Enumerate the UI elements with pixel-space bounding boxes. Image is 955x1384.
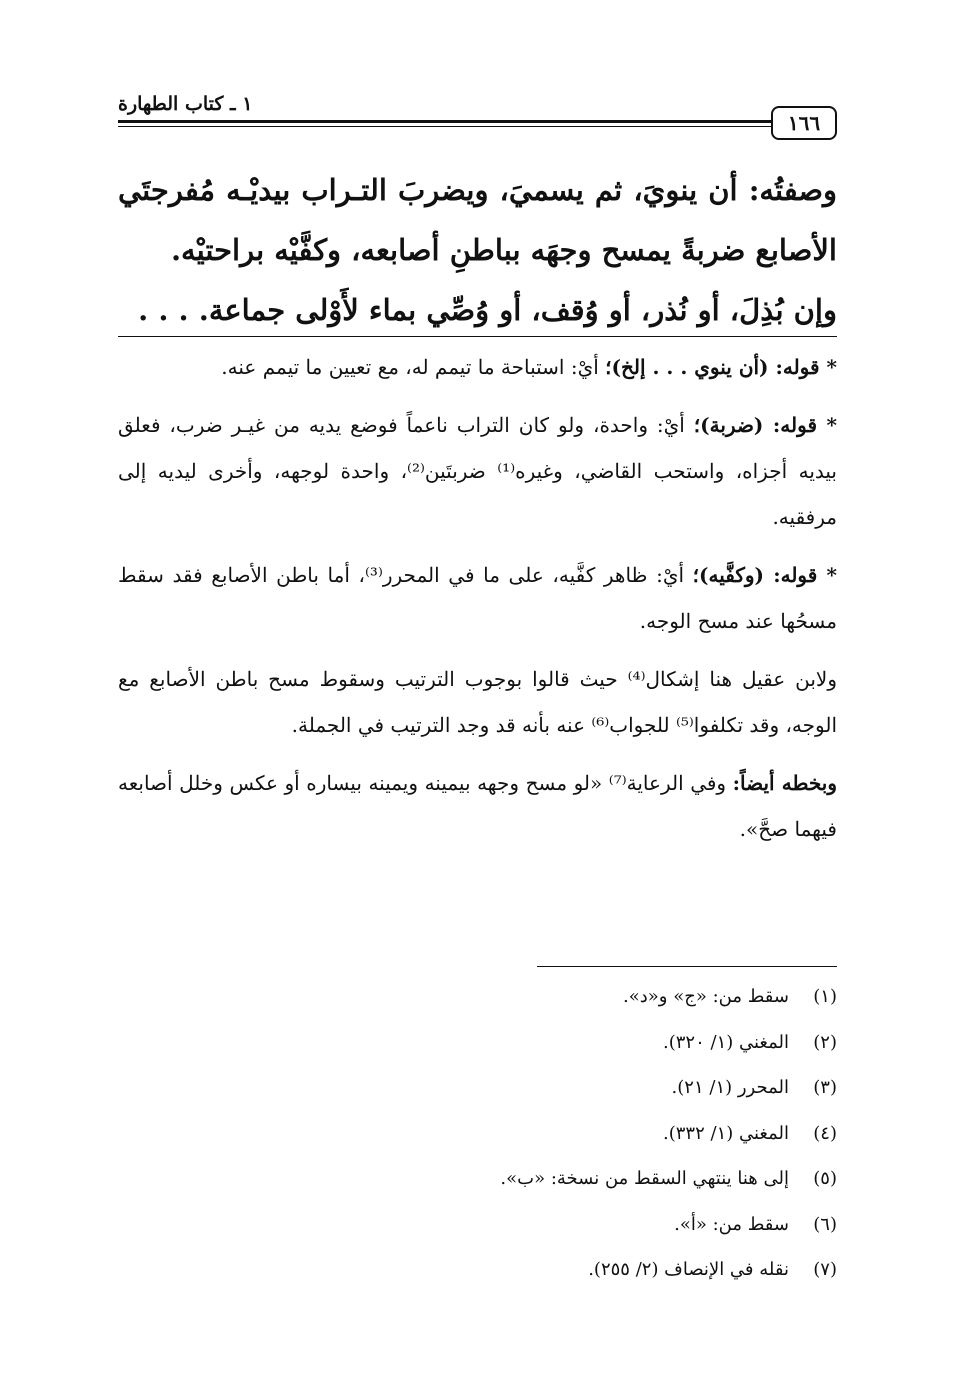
footnote bbox=[118, 1069, 837, 1115]
commentary-paragraph bbox=[118, 760, 837, 852]
footnote-text: المغني (١/ ٣٢٠). bbox=[663, 1031, 789, 1053]
main-text bbox=[118, 160, 837, 340]
footnote-number: (٣) bbox=[813, 1077, 837, 1098]
footnote-number: (٢) bbox=[813, 1031, 837, 1053]
footnote-text: سقط من: «أ». bbox=[674, 1213, 789, 1235]
main-separator bbox=[118, 336, 837, 337]
commentary bbox=[118, 344, 837, 864]
footnote-text: إلى هنا ينتهي السقط من نسخة: «ب». bbox=[500, 1168, 789, 1189]
main-paragraph: وإن بُذِلَ، أو نُذر، أو وُقف، أو وُصِّي بماء لأَوْلى جماعة. . . . bbox=[138, 293, 837, 327]
footnote-number: (٦) bbox=[813, 1213, 837, 1235]
commentary-text: وفي الرعاية⁽⁷⁾ «لو مسح وجهه بيمينه ويمينه بيساره أو عكس وخلل أصابعه فيهما صحَّ». bbox=[118, 771, 837, 841]
commentary-paragraph bbox=[118, 552, 837, 644]
footnote bbox=[118, 1251, 837, 1297]
commentary-text: أيْ: ظاهر كفَّيه، على ما في المحرر⁽³⁾، أما باطن الأصابع فقد سقط مسحُها عند مسح الوجه. bbox=[118, 563, 837, 633]
footnote-number: (٤) bbox=[813, 1122, 837, 1144]
commentary-paragraph bbox=[118, 402, 837, 540]
page-header bbox=[118, 92, 837, 140]
main-paragraph: وصفتُه: أن ينويَ، ثم يسميَ، ويضربَ التـراب بيديْـه مُفرجتَي الأصابع ضربةً يمسح وجهَه بباطنِ أصابعه، وكفَّيْه براحتيْه. bbox=[118, 173, 837, 267]
footnote bbox=[118, 1024, 837, 1070]
chapter-title: ١ ـ كتاب الطهارة bbox=[118, 93, 253, 115]
commentary-paragraph bbox=[118, 656, 837, 748]
commentary-lead: وبخطه أيضاً: bbox=[732, 771, 837, 795]
footnote-number: (٧) bbox=[813, 1259, 837, 1280]
footnotes bbox=[118, 978, 837, 1297]
commentary-lead: * قوله: (ضربة)؛ bbox=[693, 413, 837, 437]
commentary-text: ولابن عقيل هنا إشكال⁽⁴⁾ حيث قالوا بوجوب الترتيب وسقوط مسح باطن الأصابع مع الوجه، وقد تكلفوا⁽⁵⁾ للجواب⁽⁶⁾ عنه بأنه قد وجد الترتيب في الجملة. bbox=[118, 667, 837, 737]
page-number: ١٦٦ bbox=[771, 106, 837, 140]
commentary-text: أيْ: استباحة ما تيمم له، مع تعيين ما تيمم عنه. bbox=[221, 355, 606, 379]
footnote bbox=[118, 1206, 837, 1252]
footnote-text: المحرر (١/ ٢١). bbox=[671, 1077, 789, 1098]
footnote-number: (١) bbox=[813, 986, 837, 1007]
commentary-lead: * قوله: (أن ينوي . . . إلخ)؛ bbox=[605, 355, 837, 379]
header-rule-thin bbox=[118, 126, 797, 127]
footnote-text: نقله في الإنصاف (٢/ ٢٥٥). bbox=[588, 1259, 789, 1280]
footnote-separator bbox=[537, 966, 837, 967]
footnote bbox=[118, 1115, 837, 1161]
footnote bbox=[118, 1160, 837, 1206]
footnote-number: (٥) bbox=[813, 1168, 837, 1189]
footnote bbox=[118, 978, 837, 1024]
footnote-text: سقط من: «ج» و«د». bbox=[623, 986, 789, 1007]
header-rule-thick bbox=[118, 120, 797, 123]
commentary-paragraph bbox=[118, 344, 837, 390]
footnote-text: المغني (١/ ٣٣٢). bbox=[663, 1122, 789, 1144]
commentary-lead: * قوله: (وكفَّيه)؛ bbox=[692, 563, 837, 587]
commentary-text: أيْ: واحدة، ولو كان التراب ناعماً فوضع يديه من غيـر ضرب، فعلق بيديه أجزاه، واستحب القاضي، وغيره⁽¹⁾ ضربتَين⁽²⁾، واحدة لوجهه، وأخرى ليديه إلى مرفقيه. bbox=[118, 413, 837, 529]
